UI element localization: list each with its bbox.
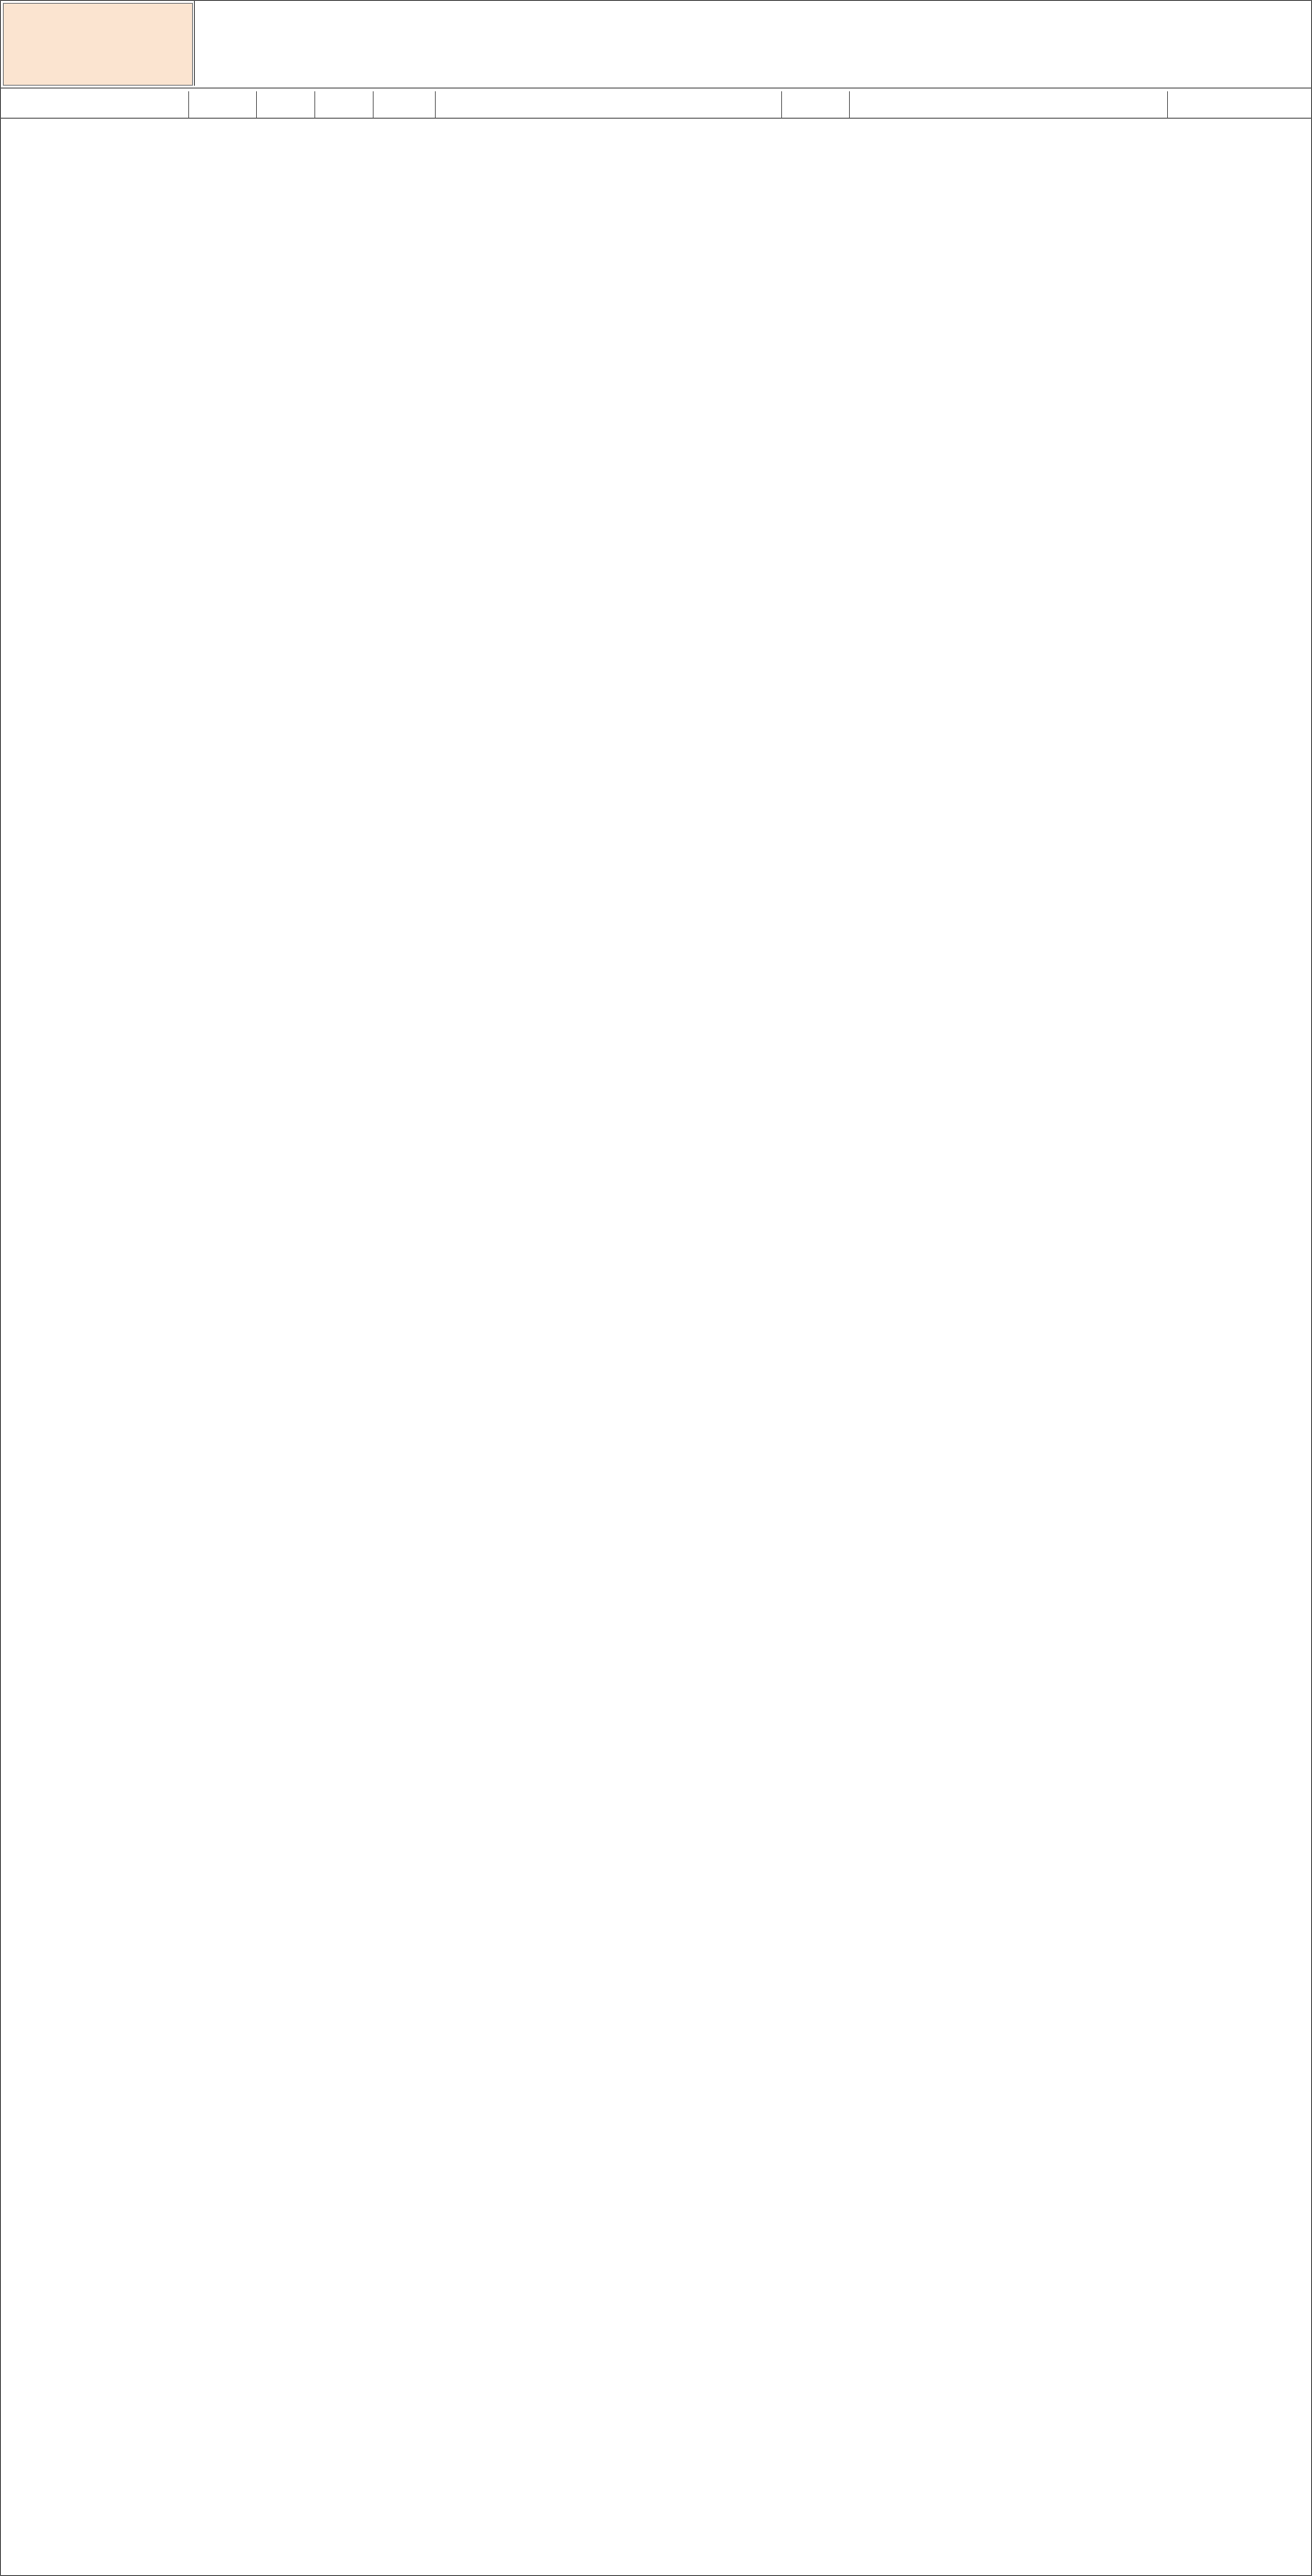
author-credit xyxy=(1,91,189,118)
col-pve xyxy=(257,91,315,118)
column-header-row xyxy=(1,91,1311,119)
col-ug xyxy=(374,91,436,118)
header-note xyxy=(194,1,1310,86)
col-team-icons xyxy=(1168,91,1311,118)
col-pvp xyxy=(315,91,374,118)
sheet-header xyxy=(1,1,1311,89)
version-label xyxy=(3,3,193,86)
col-analysis xyxy=(436,91,782,118)
col-team xyxy=(850,91,1168,118)
col-total xyxy=(782,91,850,118)
col-skill xyxy=(189,91,257,118)
